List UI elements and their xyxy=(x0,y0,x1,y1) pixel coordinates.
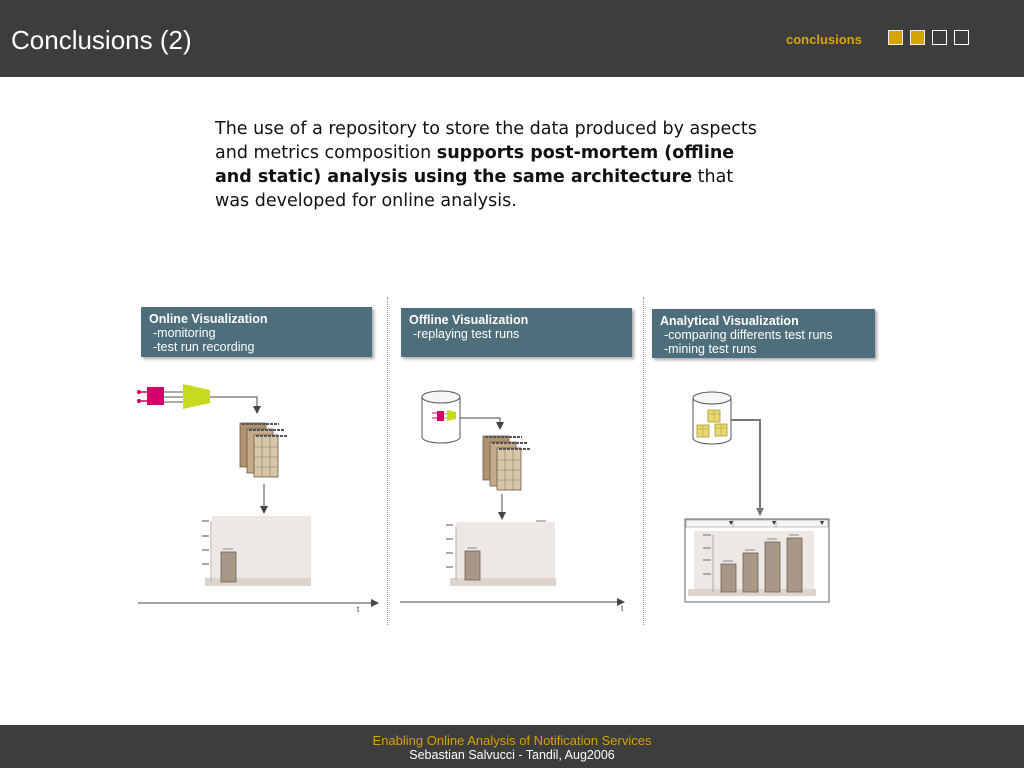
online-panel-item: -monitoring xyxy=(153,326,216,340)
online-panel-title: Online Visualization xyxy=(149,312,268,326)
analytical-visualization-panel xyxy=(652,309,875,358)
repository-icon xyxy=(422,391,460,443)
slide-title: Conclusions (2) xyxy=(11,25,192,55)
data-stack-icon-offline xyxy=(483,436,530,490)
online-panel-item: -test run recording xyxy=(153,340,255,354)
time-label-online: t xyxy=(357,605,360,614)
online-visualization-panel xyxy=(141,307,372,357)
body-text-part2: that was developed for online analysis. xyxy=(215,167,734,211)
body-text-bold: supports post-mortem (offline and static) analysis using the same architecture xyxy=(215,143,735,187)
footer-bar xyxy=(0,725,1024,768)
analytical-chart xyxy=(685,519,829,602)
offline-panel-title: Offline Visualization xyxy=(409,313,529,327)
column-divider-2 xyxy=(643,297,644,625)
footer-presentation-title: Enabling Online Analysis of Notification Services xyxy=(372,733,652,748)
time-label-offline: t xyxy=(621,604,624,613)
footer-author-date: Sebastian Salvucci - Tandil, Aug2006 xyxy=(409,748,615,762)
arrow-to-analytical-chart xyxy=(731,420,760,515)
analytical-panel-title: Analytical Visualization xyxy=(660,314,799,328)
offline-panel-item: -replaying test runs xyxy=(413,327,520,341)
cube-repository-icon xyxy=(693,392,731,444)
column-divider-1 xyxy=(387,297,388,625)
analytical-panel-item: -comparing differents test runs xyxy=(664,328,833,342)
online-chart xyxy=(202,516,311,586)
data-stack-icon xyxy=(240,423,287,477)
section-label: conclusions xyxy=(786,32,862,47)
offline-chart xyxy=(446,520,556,586)
aspect-composition-icon xyxy=(137,384,210,409)
body-text-part1: The use of a repository to store the data produced by aspects and metrics composition xyxy=(215,119,757,163)
arrow-to-stack xyxy=(210,397,257,413)
arrow-to-stack-offline xyxy=(460,418,500,429)
offline-visualization-panel xyxy=(401,308,632,357)
analytical-panel-item: -mining test runs xyxy=(664,342,757,356)
